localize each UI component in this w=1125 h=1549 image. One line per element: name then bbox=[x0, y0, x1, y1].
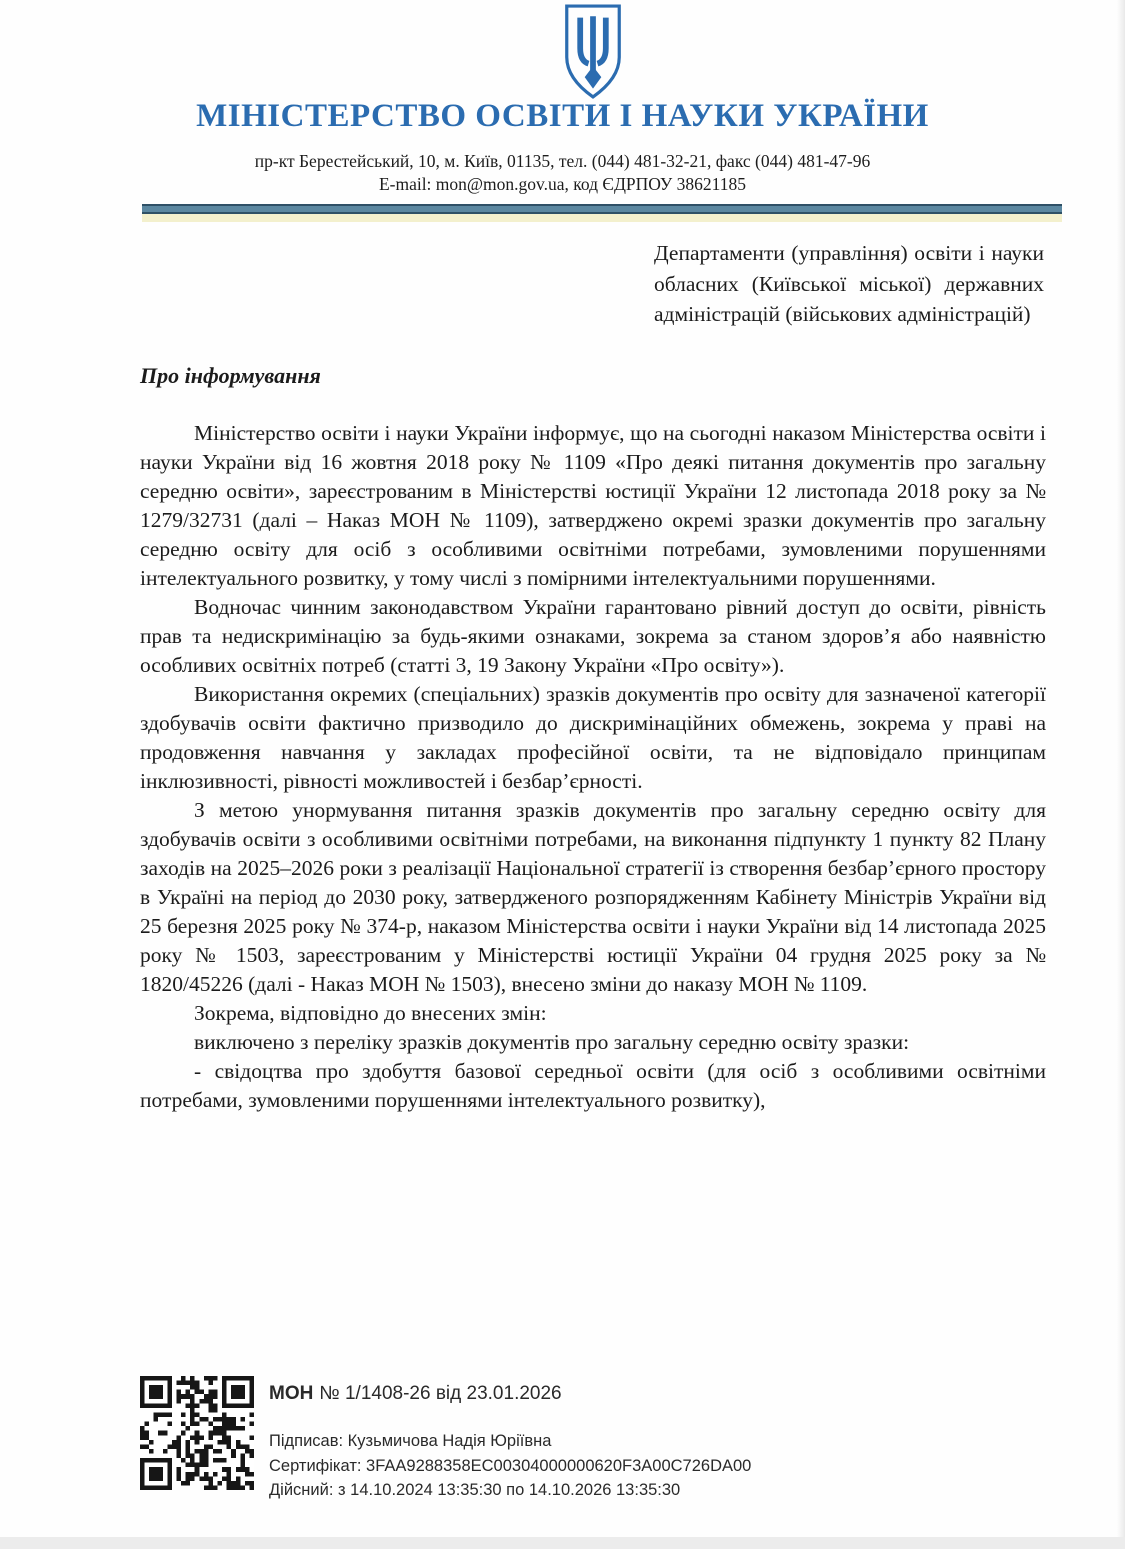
paragraph: Використання окремих (спеціальних) зразків документів про освіту для зазначеної категорії здобувачів освіти фактично призводило до дискримінаційних обмежень, зокрема у праві на продовження навчання у закладах професійної освіти, та не відповідало принципам інклюзивності, рівності можливостей і безбар’єрності. bbox=[140, 682, 1046, 793]
flag-divider-blue-line bbox=[142, 204, 1062, 214]
certificate: Сертифікат: 3FAA9288358EC00304000000620F3A00C726DA00 bbox=[269, 1456, 752, 1475]
page-edge-bottom bbox=[0, 1537, 1125, 1549]
letter-body bbox=[140, 419, 1046, 1115]
address-line-2: E-mail: mon@mon.gov.ua, код ЄДРПОУ 38621185 bbox=[378, 174, 747, 194]
page-edge-right bbox=[1117, 0, 1125, 1549]
validity-period: Дійсний: з 14.10.2024 13:35:30 по 14.10.2026 13:35:30 bbox=[269, 1481, 681, 1499]
document-reference-number: № 1/1408-26 від 23.01.2026 bbox=[319, 1383, 562, 1404]
signature-stamp bbox=[140, 1376, 751, 1503]
paragraph: Водночас чинним законодавством України гарантовано рівний доступ до освіти, рівність прав та недискримінацію за будь-якими ознаками, зокрема за станом здоров’я або наявністю особливих освітніх потреб (статті 3, 19 Закону України «Про освіту»). bbox=[140, 595, 1046, 677]
recipient-block: Департаменти (управління) освіти і науки обласних (Київської міської) державних адміністрацій (військових адміністрацій) bbox=[654, 241, 1044, 326]
paragraph: Міністерство освіти і науки України інформує, що на сьогодні наказом Міністерства освіти і науки України від 16 жовтня 2018 року № 1109 «Про деякі питання документів про загальну середню освіти», зареєстрованим в Міністерстві юстиції України 12 листопада 2018 року за № 1279/32731 (далі – Наказ МОН № 1109), затверджено окремі зразки документів про загальну середню освіту для осіб з особливими освітніми потребами, зумовленими порушеннями інтелектуального розвитку, у тому числі з помірними інтелектуальними порушеннями. bbox=[140, 421, 1046, 590]
paragraph: - свідоцтва про здобуття базової середньої освіти (для осіб з особливими освітніми потребами, зумовленими порушеннями інтелектуального розвитку), bbox=[140, 1059, 1046, 1112]
stamp-text bbox=[269, 1376, 751, 1503]
ukraine-trident-emblem-icon bbox=[561, 2, 625, 101]
flag-divider bbox=[142, 204, 1062, 222]
signed-by: Підписав: Кузьмичова Надія Юріївна bbox=[269, 1432, 552, 1450]
signature-details bbox=[269, 1429, 751, 1503]
paragraph: Зокрема, відповідно до внесених змін: bbox=[194, 1001, 547, 1025]
subject-line: Про інформування bbox=[140, 363, 321, 388]
paragraph: виключено з переліку зразків документів про загальну середню освіту зразки: bbox=[194, 1030, 910, 1054]
document-reference bbox=[269, 1383, 751, 1405]
flag-divider-yellow-line bbox=[142, 214, 1062, 222]
paragraph: З метою унормування питання зразків документів про загальну середню освіту для здобувачів освіти з особливими освітніми потребами, на виконання підпункту 1 пункту 82 Плану заходів на 2025–2026 роки з реалізації Національної стратегії із створення безбар’єрного простору в Україні на період до 2030 року, затвердженого розпорядженням Кабінету Міністрів України від 25 березня 2025 року № 374-р, наказом Міністерства освіти і науки України від 14 листопада 2025 року № 1503, зареєстрованим у Міністерстві юстиції України 04 грудня 2025 року за № 1820/45226 (далі - Наказ МОН № 1503), внесено зміни до наказу МОН № 1109. bbox=[140, 798, 1046, 996]
address-line-1: пр-кт Берестейський, 10, м. Київ, 01135, тел. (044) 481-32-21, факс (044) 481-47-96 bbox=[254, 151, 871, 171]
ministry-title: МІНІСТЕРСТВО ОСВІТИ І НАУКИ УКРАЇНИ bbox=[196, 98, 929, 134]
qr-code bbox=[140, 1376, 254, 1490]
ministry-address bbox=[0, 150, 1125, 196]
document-reference-org: МОН bbox=[269, 1383, 314, 1404]
